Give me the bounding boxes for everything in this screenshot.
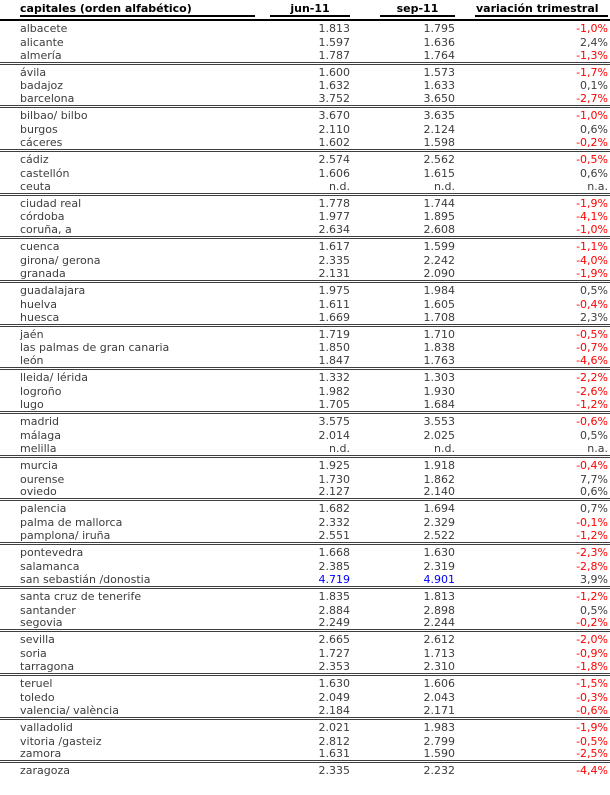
capital-cell: murcia — [20, 458, 58, 472]
variation-cell: 7,7% — [580, 472, 608, 486]
jun-11-value-cell: 2.665 — [318, 633, 350, 647]
table-row — [0, 283, 610, 297]
variation-cell: -0,5% — [576, 734, 608, 748]
table-row — [0, 690, 610, 704]
sep-11-value-cell: 2.562 — [423, 152, 455, 166]
sep-11-value-cell: 1.636 — [423, 35, 455, 49]
sep-11-value-cell: 1.633 — [423, 79, 455, 93]
row-group — [0, 501, 610, 545]
table-row — [0, 414, 610, 428]
sep-11-value-cell: 2.025 — [423, 428, 455, 442]
capital-cell: las palmas de gran canaria — [20, 341, 170, 355]
capital-cell: badajoz — [20, 79, 64, 93]
jun-11-value-cell: 4.719 — [318, 572, 350, 586]
sep-11-value-cell: 2.043 — [423, 690, 455, 704]
sep-11-value-cell: 2.612 — [423, 633, 455, 647]
table-row — [0, 223, 610, 237]
capital-cell: toledo — [20, 690, 55, 704]
jun-11-value-cell: 2.335 — [318, 254, 350, 268]
capital-cell: girona/ gerona — [20, 254, 101, 268]
table-row — [0, 472, 610, 486]
variation-cell: -2,5% — [576, 747, 608, 761]
table-row — [0, 122, 610, 136]
column-header-variacion-trimestral-label: variación trimestral — [475, 2, 608, 17]
table-row — [0, 617, 610, 631]
table-row — [0, 603, 610, 617]
sep-11-value-cell: 3.553 — [423, 414, 455, 428]
table-row — [0, 529, 610, 543]
table-row — [0, 398, 610, 412]
row-group — [0, 65, 610, 109]
table-row — [0, 341, 610, 355]
table-row — [0, 311, 610, 325]
variation-cell: -0,9% — [576, 647, 608, 661]
jun-11-value-cell: 1.727 — [318, 647, 350, 661]
capital-cell: huelva — [20, 297, 58, 311]
sep-11-value-cell: 2.140 — [423, 485, 455, 499]
jun-11-value-cell: 1.602 — [318, 136, 350, 150]
variation-cell: -1,2% — [576, 589, 608, 603]
capital-cell: oviedo — [20, 485, 57, 499]
jun-11-value-cell: 3.575 — [318, 414, 350, 428]
table-row — [0, 327, 610, 341]
jun-11-value-cell: 1.847 — [318, 354, 350, 368]
capital-cell: león — [20, 354, 44, 368]
table-row — [0, 79, 610, 93]
column-header-variacion-trimestral — [475, 2, 610, 17]
capital-cell: segovia — [20, 616, 63, 630]
jun-11-value-cell: 1.611 — [318, 297, 350, 311]
jun-11-value-cell: 1.669 — [318, 310, 350, 324]
capital-cell: cáceres — [20, 136, 63, 150]
capital-cell: lugo — [20, 398, 44, 412]
sep-11-value-cell: 1.713 — [423, 647, 455, 661]
table-body — [0, 21, 610, 777]
variation-cell: -1,1% — [576, 240, 608, 254]
table-row — [0, 428, 610, 442]
variation-cell: -0,2% — [576, 136, 608, 150]
table-row — [0, 166, 610, 180]
sep-11-value-cell: 1.606 — [423, 676, 455, 690]
table-row — [0, 545, 610, 559]
jun-11-value-cell: 2.574 — [318, 152, 350, 166]
variation-cell: -0,5% — [576, 327, 608, 341]
sep-11-value-cell: 1.615 — [423, 166, 455, 180]
jun-11-value-cell: 1.668 — [318, 545, 350, 559]
table-header-row — [0, 0, 610, 21]
variation-cell: -2,2% — [576, 371, 608, 385]
variation-cell: -0,3% — [576, 690, 608, 704]
table-row — [0, 152, 610, 166]
sep-11-value-cell: 2.329 — [423, 516, 455, 530]
table-row — [0, 210, 610, 224]
capital-cell: jaén — [20, 327, 44, 341]
table-row — [0, 180, 610, 194]
capital-cell: teruel — [20, 676, 53, 690]
sep-11-value-cell: 1.983 — [423, 720, 455, 734]
capital-cell: málaga — [20, 428, 61, 442]
jun-11-value-cell: 1.975 — [318, 283, 350, 297]
table-row — [0, 354, 610, 368]
column-header-jun-11-label: jun-11 — [270, 2, 350, 17]
table-row — [0, 136, 610, 150]
jun-11-value-cell: 1.600 — [318, 65, 350, 79]
table-row — [0, 573, 610, 587]
capital-cell: almería — [20, 48, 62, 62]
capital-cell: salamanca — [20, 559, 80, 573]
capital-cell: pontevedra — [20, 545, 84, 559]
table-row — [0, 65, 610, 79]
capital-cell: ávila — [20, 65, 47, 79]
variation-cell: -0,4% — [576, 458, 608, 472]
variation-cell: 0,1% — [580, 79, 608, 93]
jun-11-value-cell: 2.184 — [318, 703, 350, 717]
variation-cell: -0,5% — [576, 152, 608, 166]
capital-cell: ciudad real — [20, 196, 82, 210]
sep-11-value-cell: 1.984 — [423, 283, 455, 297]
variation-cell: -0,6% — [576, 703, 608, 717]
variation-cell: 2,4% — [580, 35, 608, 49]
variation-cell: -1,3% — [576, 48, 608, 62]
table-row — [0, 720, 610, 734]
capital-cell: burgos — [20, 123, 58, 137]
capital-cell: zamora — [20, 747, 62, 761]
table-row — [0, 442, 610, 456]
sep-11-value-cell: 1.605 — [423, 297, 455, 311]
jun-11-value-cell: 2.110 — [318, 123, 350, 137]
capital-cell: tarragona — [20, 660, 75, 674]
table-row — [0, 196, 610, 210]
table-row — [0, 589, 610, 603]
jun-11-value-cell: 1.850 — [318, 341, 350, 355]
variation-cell: n.a. — [587, 441, 608, 455]
capital-cell: córdoba — [20, 210, 65, 224]
jun-11-value-cell: 1.682 — [318, 502, 350, 516]
capital-cell: palma de mallorca — [20, 516, 123, 530]
capital-cell: soria — [20, 647, 47, 661]
variation-cell: -0,6% — [576, 414, 608, 428]
variation-cell: -0,4% — [576, 297, 608, 311]
column-header-capitales — [0, 2, 265, 17]
variation-cell: -1,2% — [576, 398, 608, 412]
variation-cell: -2,6% — [576, 385, 608, 399]
jun-11-value-cell: 1.617 — [318, 240, 350, 254]
column-header-capitales-label: capitales (orden alfabético) — [20, 2, 255, 17]
jun-11-value-cell: 1.719 — [318, 327, 350, 341]
capital-cell: san sebastián /donostia — [20, 572, 151, 586]
sep-11-value-cell: n.d. — [434, 179, 455, 193]
sep-11-value-cell: 1.303 — [423, 371, 455, 385]
jun-11-value-cell: 2.249 — [318, 616, 350, 630]
table-row — [0, 297, 610, 311]
sep-11-value-cell: 2.090 — [423, 267, 455, 281]
jun-11-value-cell: 2.812 — [318, 734, 350, 748]
capital-cell: santander — [20, 603, 76, 617]
sep-11-value-cell: 3.650 — [423, 92, 455, 106]
variation-cell: -1,8% — [576, 660, 608, 674]
capital-cell: vitoria /gasteiz — [20, 734, 102, 748]
capital-cell: palencia — [20, 502, 67, 516]
sep-11-value-cell: 1.573 — [423, 65, 455, 79]
jun-11-value-cell: 1.813 — [318, 21, 350, 35]
capital-cell: albacete — [20, 21, 68, 35]
sep-11-value-cell: 2.124 — [423, 123, 455, 137]
jun-11-value-cell: 2.014 — [318, 428, 350, 442]
sep-11-value-cell: 1.598 — [423, 136, 455, 150]
sep-11-value-cell: 2.898 — [423, 603, 455, 617]
sep-11-value-cell: 1.599 — [423, 240, 455, 254]
table-row — [0, 632, 610, 646]
variation-cell: -2,8% — [576, 559, 608, 573]
row-group — [0, 327, 610, 371]
row-group — [0, 545, 610, 589]
variation-cell: 2,3% — [580, 310, 608, 324]
sep-11-value-cell: 1.930 — [423, 385, 455, 399]
table-row — [0, 92, 610, 106]
sep-11-value-cell: 1.684 — [423, 398, 455, 412]
sep-11-value-cell: 1.590 — [423, 747, 455, 761]
table-row — [0, 763, 610, 777]
table-row — [0, 253, 610, 267]
table-row — [0, 458, 610, 472]
sep-11-value-cell: 2.799 — [423, 734, 455, 748]
capital-cell: huesca — [20, 310, 60, 324]
jun-11-value-cell: 3.670 — [318, 109, 350, 123]
table-row — [0, 515, 610, 529]
capital-cell: coruña, a — [20, 223, 72, 237]
capital-cell: castellón — [20, 166, 70, 180]
table-row — [0, 35, 610, 49]
jun-11-value-cell: 2.551 — [318, 529, 350, 543]
variation-cell: 0,5% — [580, 428, 608, 442]
sep-11-value-cell: 1.862 — [423, 472, 455, 486]
row-group — [0, 676, 610, 720]
capital-cell: madrid — [20, 414, 59, 428]
sep-11-value-cell: 3.635 — [423, 109, 455, 123]
table-row — [0, 108, 610, 122]
jun-11-value-cell: 2.127 — [318, 485, 350, 499]
jun-11-value-cell: 2.131 — [318, 267, 350, 281]
row-group — [0, 152, 610, 196]
capital-cell: melilla — [20, 441, 57, 455]
variation-cell: -4,0% — [576, 254, 608, 268]
jun-11-value-cell: 1.835 — [318, 589, 350, 603]
variation-cell: -1,9% — [576, 720, 608, 734]
variation-cell: -1,2% — [576, 529, 608, 543]
table-row — [0, 646, 610, 660]
sep-11-value-cell: 1.694 — [423, 502, 455, 516]
jun-11-value-cell: 1.787 — [318, 48, 350, 62]
jun-11-value-cell: n.d. — [329, 179, 350, 193]
sep-11-value-cell: 1.708 — [423, 310, 455, 324]
row-group — [0, 632, 610, 676]
variation-cell: 0,6% — [580, 123, 608, 137]
jun-11-value-cell: 2.021 — [318, 720, 350, 734]
jun-11-value-cell: n.d. — [329, 441, 350, 455]
row-group — [0, 414, 610, 458]
table-row — [0, 501, 610, 515]
jun-11-value-cell: 2.634 — [318, 223, 350, 237]
sep-11-value-cell: 2.232 — [423, 764, 455, 778]
capital-cell: pamplona/ iruña — [20, 529, 111, 543]
variation-cell: 0,5% — [580, 283, 608, 297]
row-group — [0, 370, 610, 414]
jun-11-value-cell: 2.353 — [318, 660, 350, 674]
sep-11-value-cell: 2.608 — [423, 223, 455, 237]
capital-cell: sevilla — [20, 633, 55, 647]
capital-cell: santa cruz de tenerife — [20, 589, 142, 603]
capital-cell: logroño — [20, 385, 62, 399]
row-group — [0, 21, 610, 65]
capital-cell: lleida/ lérida — [20, 371, 88, 385]
column-header-sep-11-label: sep-11 — [380, 2, 455, 17]
variation-cell: -2,0% — [576, 633, 608, 647]
sep-11-value-cell: 1.763 — [423, 354, 455, 368]
jun-11-value-cell: 2.884 — [318, 603, 350, 617]
sep-11-value-cell: 1.764 — [423, 48, 455, 62]
variation-cell: -1,9% — [576, 196, 608, 210]
variation-cell: -1,5% — [576, 676, 608, 690]
table-row — [0, 704, 610, 718]
table-row — [0, 239, 610, 253]
capital-cell: granada — [20, 267, 66, 281]
table-row — [0, 21, 610, 35]
jun-11-value-cell: 1.606 — [318, 166, 350, 180]
capital-cell: bilbao/ bilbo — [20, 109, 88, 123]
variation-cell: 0,6% — [580, 485, 608, 499]
variation-cell: 3,9% — [580, 572, 608, 586]
sep-11-value-cell: 1.744 — [423, 196, 455, 210]
capital-cell: cuenca — [20, 240, 60, 254]
column-header-jun-11 — [265, 2, 365, 17]
column-header-sep-11 — [365, 2, 475, 17]
sep-11-value-cell: 2.319 — [423, 559, 455, 573]
capital-cell: alicante — [20, 35, 64, 49]
variation-cell: -0,2% — [576, 616, 608, 630]
variation-cell: -4,4% — [576, 764, 608, 778]
row-group — [0, 283, 610, 327]
sep-11-value-cell: 2.242 — [423, 254, 455, 268]
sep-11-value-cell: 1.795 — [423, 21, 455, 35]
row-group — [0, 458, 610, 502]
capital-cell: valladolid — [20, 720, 73, 734]
variation-cell: -2,3% — [576, 545, 608, 559]
capital-cell: zaragoza — [20, 764, 71, 778]
jun-11-value-cell: 2.049 — [318, 690, 350, 704]
capital-cell: ceuta — [20, 179, 51, 193]
sep-11-value-cell: 1.710 — [423, 327, 455, 341]
row-group — [0, 108, 610, 152]
capital-cell: ourense — [20, 472, 65, 486]
jun-11-value-cell: 1.977 — [318, 210, 350, 224]
jun-11-value-cell: 1.982 — [318, 385, 350, 399]
variation-cell: 0,5% — [580, 603, 608, 617]
jun-11-value-cell: 1.730 — [318, 472, 350, 486]
row-group — [0, 239, 610, 283]
table-row — [0, 49, 610, 63]
table-row — [0, 370, 610, 384]
sep-11-value-cell: 1.630 — [423, 545, 455, 559]
jun-11-value-cell: 1.332 — [318, 371, 350, 385]
jun-11-value-cell: 1.705 — [318, 398, 350, 412]
variation-cell: -1,7% — [576, 65, 608, 79]
capital-cell: cádiz — [20, 152, 49, 166]
variation-cell: 0,6% — [580, 166, 608, 180]
table-row — [0, 748, 610, 762]
jun-11-value-cell: 3.752 — [318, 92, 350, 106]
sep-11-value-cell: n.d. — [434, 441, 455, 455]
sep-11-value-cell: 2.171 — [423, 703, 455, 717]
table-row — [0, 267, 610, 281]
table-row — [0, 660, 610, 674]
table-row — [0, 486, 610, 500]
jun-11-value-cell: 2.335 — [318, 764, 350, 778]
variation-cell: -0,7% — [576, 341, 608, 355]
variation-cell: -4,6% — [576, 354, 608, 368]
variation-cell: -1,0% — [576, 21, 608, 35]
row-group — [0, 196, 610, 240]
sep-11-value-cell: 2.244 — [423, 616, 455, 630]
jun-11-value-cell: 1.632 — [318, 79, 350, 93]
table-row — [0, 676, 610, 690]
variation-cell: -1,9% — [576, 267, 608, 281]
capital-cell: guadalajara — [20, 283, 86, 297]
sep-11-value-cell: 2.310 — [423, 660, 455, 674]
sep-11-value-cell: 4.901 — [423, 572, 455, 586]
row-group — [0, 589, 610, 633]
table-row — [0, 384, 610, 398]
row-group — [0, 763, 610, 777]
variation-cell: -1,0% — [576, 223, 608, 237]
sep-11-value-cell: 1.895 — [423, 210, 455, 224]
capital-cell: valencia/ valència — [20, 703, 119, 717]
sep-11-value-cell: 1.918 — [423, 458, 455, 472]
capital-cell: barcelona — [20, 92, 75, 106]
variation-cell: -2,7% — [576, 92, 608, 106]
table-row — [0, 734, 610, 748]
jun-11-value-cell: 1.778 — [318, 196, 350, 210]
variation-cell: -1,0% — [576, 109, 608, 123]
variation-cell: n.a. — [587, 179, 608, 193]
jun-11-value-cell: 1.631 — [318, 747, 350, 761]
variation-cell: 0,7% — [580, 502, 608, 516]
jun-11-value-cell: 1.630 — [318, 676, 350, 690]
jun-11-value-cell: 2.332 — [318, 516, 350, 530]
jun-11-value-cell: 1.597 — [318, 35, 350, 49]
jun-11-value-cell: 1.925 — [318, 458, 350, 472]
variation-cell: -4,1% — [576, 210, 608, 224]
table-row — [0, 559, 610, 573]
row-group — [0, 720, 610, 764]
sep-11-value-cell: 1.813 — [423, 589, 455, 603]
variation-cell: -0,1% — [576, 516, 608, 530]
sep-11-value-cell: 1.838 — [423, 341, 455, 355]
sep-11-value-cell: 2.522 — [423, 529, 455, 543]
jun-11-value-cell: 2.385 — [318, 559, 350, 573]
